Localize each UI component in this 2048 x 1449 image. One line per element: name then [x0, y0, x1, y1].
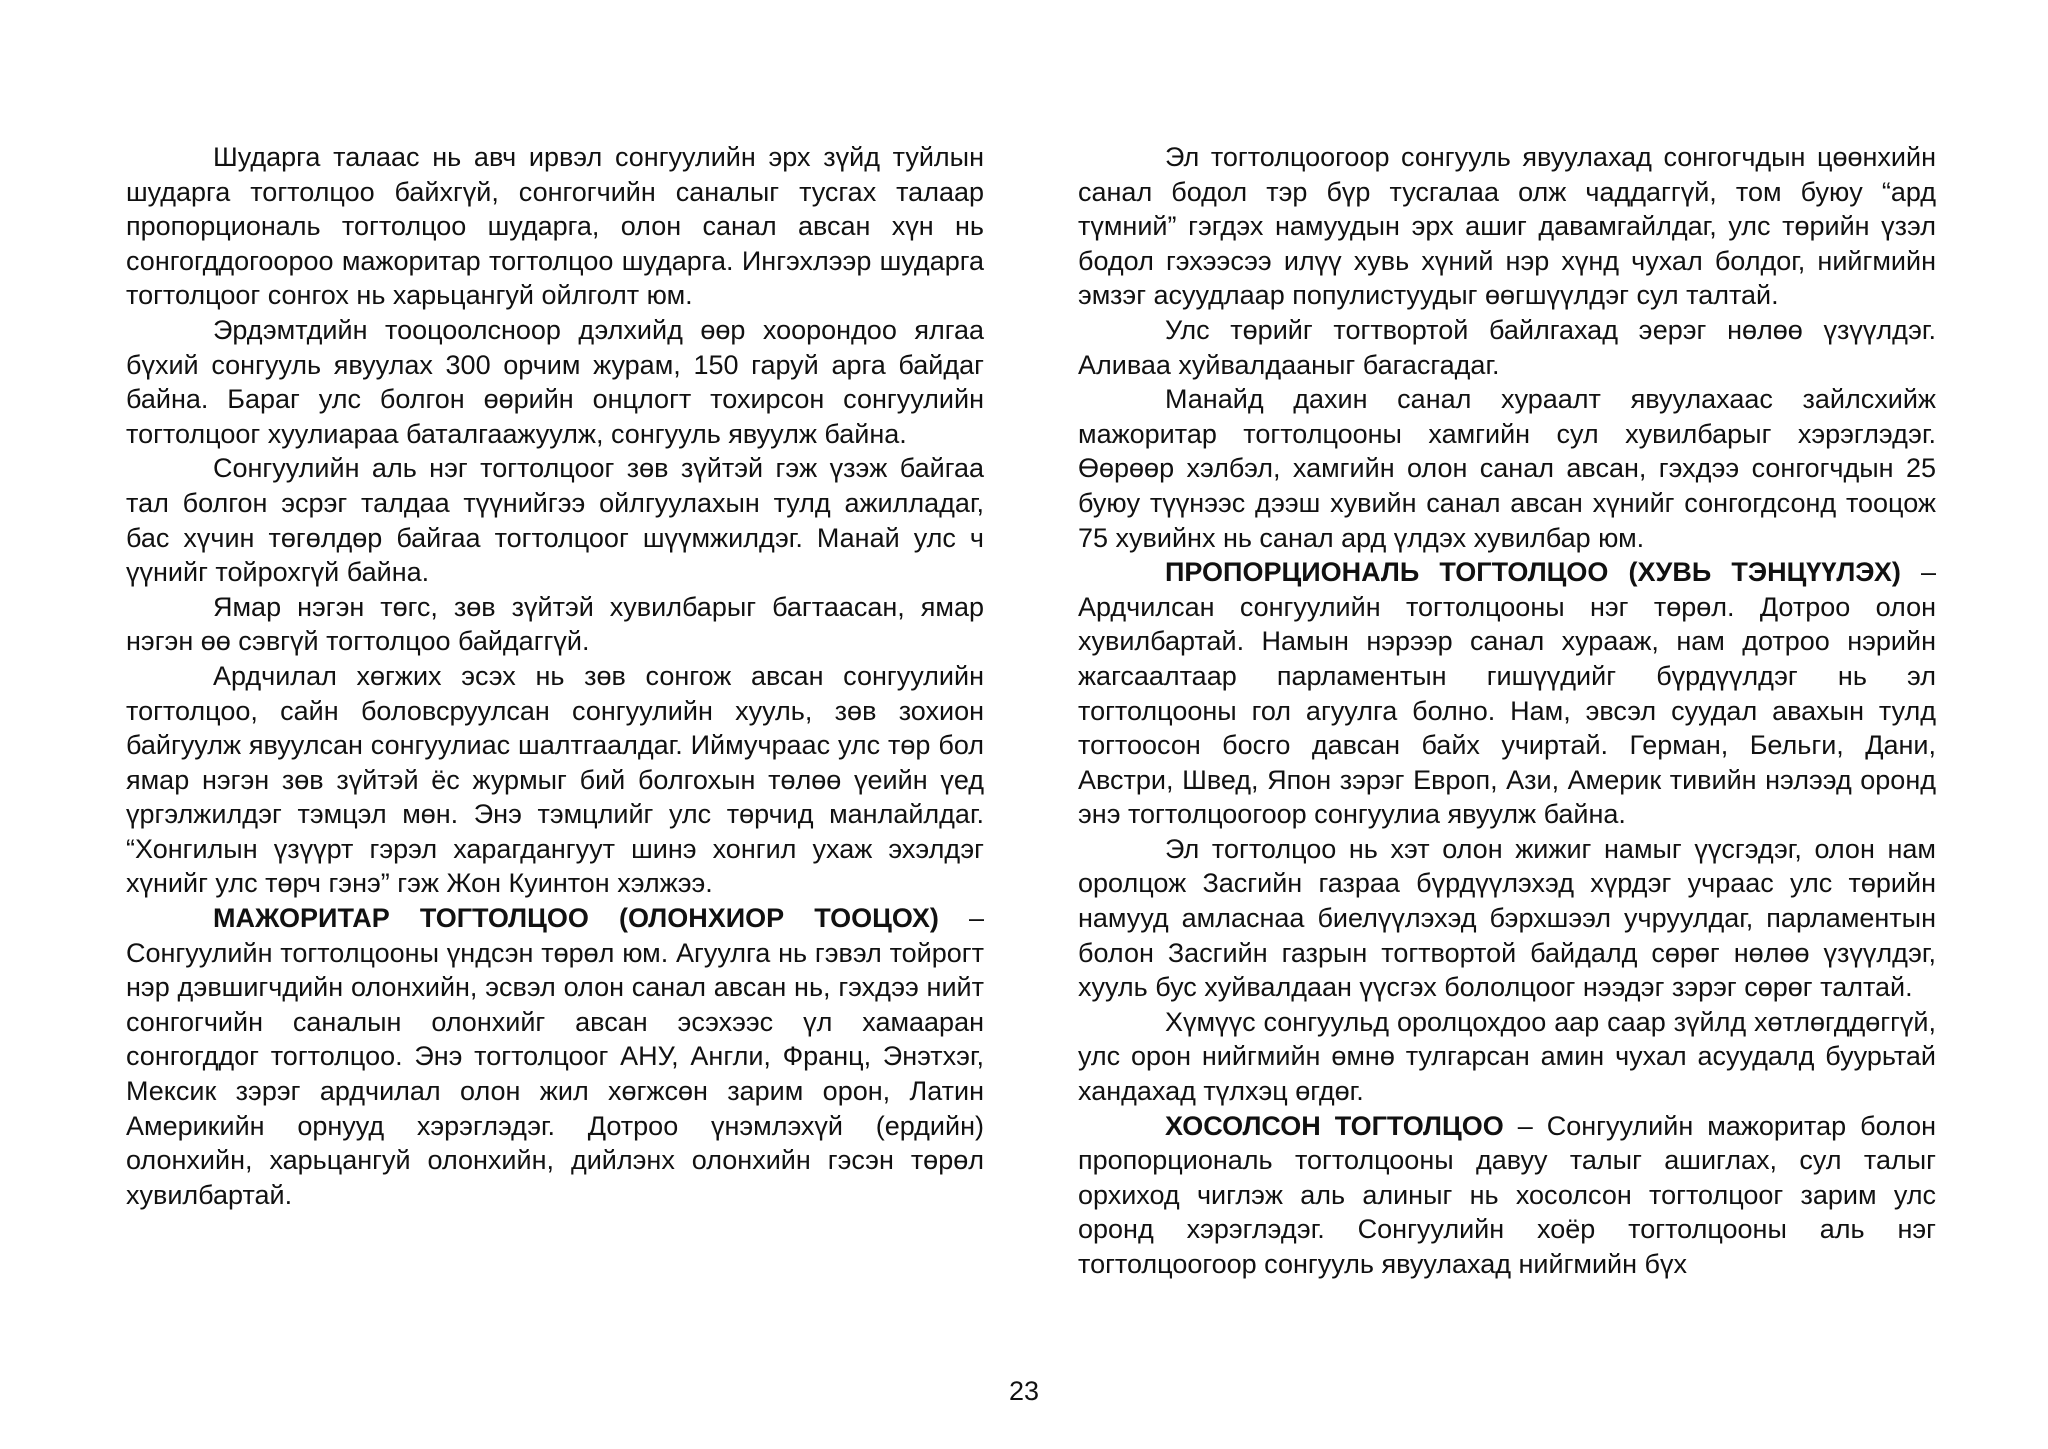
paragraph: Ардчилал хөгжих эсэх нь зөв сонгож авсан сонгуулийн тогтолцоо, сайн боловсруулсан сонгуулийн хууль, зөв зохион байгуулж явуулсан сонгуулиас шалтгаалдаг. Иймучраас улс төр бол ямар нэгэн зөв зүйтэй ёс журмыг бий болгохын төлөө үеийн үед үргэлжилдэг тэмцэл мөн. Энэ тэмцлийг улс төрчид манлайлдаг. “Хонгилын үзүүрт гэрэл харагдангуут шинэ хонгил ухаж эхэлдэг хүнийг улс төрч гэнэ” гэж Жон Куинтон хэлжээ.	[126, 660, 984, 899]
paragraph-text: – Сонгуулийн тогтолцооны үндсэн төрөл юм. Агуулга нь гэвэл тойрогт нэр дэвшигчдийн олонхийн, эсвэл олон санал авсан нь, гэхдээ нийт сонгогчийн саналын олонхийг авсан эсэхээс үл хамааран сонгогддог тогтолцоо. Энэ тогтолцоог АНУ, Англи, Франц, Энэтхэг, Мексик зэрэг ардчилал олон жил хөгжсөн зарим орон, Латин Америкийн орнууд хэрэглэдэг. Дотроо үнэмлэхүй (ердийн) олонхийн, харьцангуй олонхийн, дийлэнх олонхийн гэсэн төрөл хувилбартай.	[126, 903, 984, 1210]
paragraph-text: – Ардчилсан сонгуулийн тогтолцооны нэг төрөл. Дотроо олон хувилбартай. Намын нэрээр санал хурааж, нам дотроо нэрийн жагсаалтаар парламентын гишүүдийг бүрдүүлдэг нь эл тогтолцооны гол агуулга болно. Нам, эвсэл суудал авахын тулд тогтоосон босго давсан байх учиртай. Герман, Бельги, Дани, Австри, Швед, Япон зэрэг Европ, Ази, Америк тивийн нэлээд оронд энэ тогтолцоогоор сонгуулиа явуулж байна.	[1078, 557, 1936, 830]
paragraph: Манайд дахин санал хураалт явуулахаас зайлсхийж мажоритар тогтолцооны хамгийн сул хувилбарыг хэрэглэдэг. Өөрөөр хэлбэл, хамгийн олон санал авсан, гэхдээ сонгогчдын 25 буюу түүнээс дээш хувийн санал авсан хүнийг сонгогдсонд тооцож 75 хувийнх нь санал ард үлдэх хувилбар юм.	[1078, 384, 1936, 553]
paragraph: Эрдэмтдийн тооцоолсноор дэлхийд өөр хоорондоо ялгаа бүхий сонгууль явуулах 300 орчим журам, 150 гаруй арга байдаг байна. Бараг улс болгон өөрийн онцлогт тохирсон сонгуулийн тогтолцоог хуулиараа баталгаажуулж, сонгууль явуулж байна.	[126, 314, 984, 449]
term-heading: ХОСОЛСОН ТОГТОЛЦОО	[1165, 1110, 1504, 1141]
paragraph: Ямар нэгэн төгс, зөв зүйтэй хувилбарыг багтаасан, ямар нэгэн өө сэвгүй тогтолцоо байдаггүй.	[126, 591, 984, 657]
paragraph-majoritarian	[126, 901, 984, 1212]
term-heading: МАЖОРИТАР ТОГТОЛЦОО (ОЛОНХИОР ТООЦОХ)	[213, 903, 939, 934]
left-column	[126, 140, 984, 1212]
paragraph-mixed	[1078, 1109, 1936, 1282]
paragraph: Шударга талаас нь авч ирвэл сонгуулийн эрх зүйд туйлын шударга тогтолцоо байхгүй, сонгогчийн саналыг тусгах талаар пропорциональ тогтолцоо шударга, олон санал авсан хүн нь сонгогддогоороо мажоритар тогтолцоо шударга. Ингэхлээр шударга тогтолцоог сонгох нь харьцангуй ойлголт юм.	[126, 142, 984, 311]
term-heading: ПРОПОРЦИОНАЛЬ ТОГТОЛЦОО (ХУВЬ ТЭНЦҮҮЛЭХ)	[1165, 557, 1901, 588]
paragraph: Хүмүүс сонгуульд оролцохдоо аар саар зүйлд хөтлөгддөггүй, улс орон нийгмийн өмнө тулгарсан амин чухал асуудалд буурьтай хандахад түлхэц өгдөг.	[1078, 1006, 1936, 1107]
paragraph: Улс төрийг тогтвортой байлгахад эерэг нөлөө үзүүлдэг. Аливаа хуйвалдааныг багасгадаг.	[1078, 314, 1936, 380]
paragraph-proportional	[1078, 555, 1936, 832]
paragraph: Эл тогтолцоо нь хэт олон жижиг намыг үүсгэдэг, олон нам оролцож Засгийн газраа бүрдүүлэхэд хүрдэг учраас улс төрийн намууд амласнаа биелүүлэхэд бэрхшээл учруулдаг, парламентын болон Засгийн газрын тогтвортой байдалд сөрөг нөлөө үзүүлдэг, хууль бус хуйвалдаан үүсгэх бололцоог нээдэг зэрэг сөрөг талтай.	[1078, 833, 1936, 1003]
paragraph: Сонгуулийн аль нэг тогтолцоог зөв зүйтэй гэж үзэж байгаа тал болгон эсрэг талдаа түүнийгээ ойлгуулахын тулд ажилладаг, бас хүчин төгөлдөр байгаа тогтолцоог шүүмжилдэг. Манай улс ч үүнийг тойрохгүй байна.	[126, 453, 984, 588]
paragraph: Эл тогтолцоогоор сонгууль явуулахад сонгогчдын цөөнхийн санал бодол тэр бүр тусгалаа олж чаддаггүй, том буюу “ард түмний” гэгдэх намуудын эрх ашиг давамгайлдаг, улс төрийн үзэл бодол гэхээсээ илүү хувь хүний нэр хүнд чухал болдог, нийгмийн эмзэг асуудлаар популистуудыг өөгшүүлдэг сул талтай.	[1078, 142, 1936, 311]
paragraph-text: – Сонгуулийн мажоритар болон пропорциональ тогтолцооны давуу талыг ашиглах, сул талыг орхиход чиглэж аль алиныг нь хосолсон тогтолцоог зарим улс оронд хэрэглэдэг. Сонгуулийн хоёр тогтолцооны аль нэг тогтолцоогоор сонгууль явуулахад нийгмийн бүх	[1078, 1110, 1936, 1279]
page-number: 23	[1008, 1376, 1040, 1406]
right-column	[1078, 140, 1936, 1282]
